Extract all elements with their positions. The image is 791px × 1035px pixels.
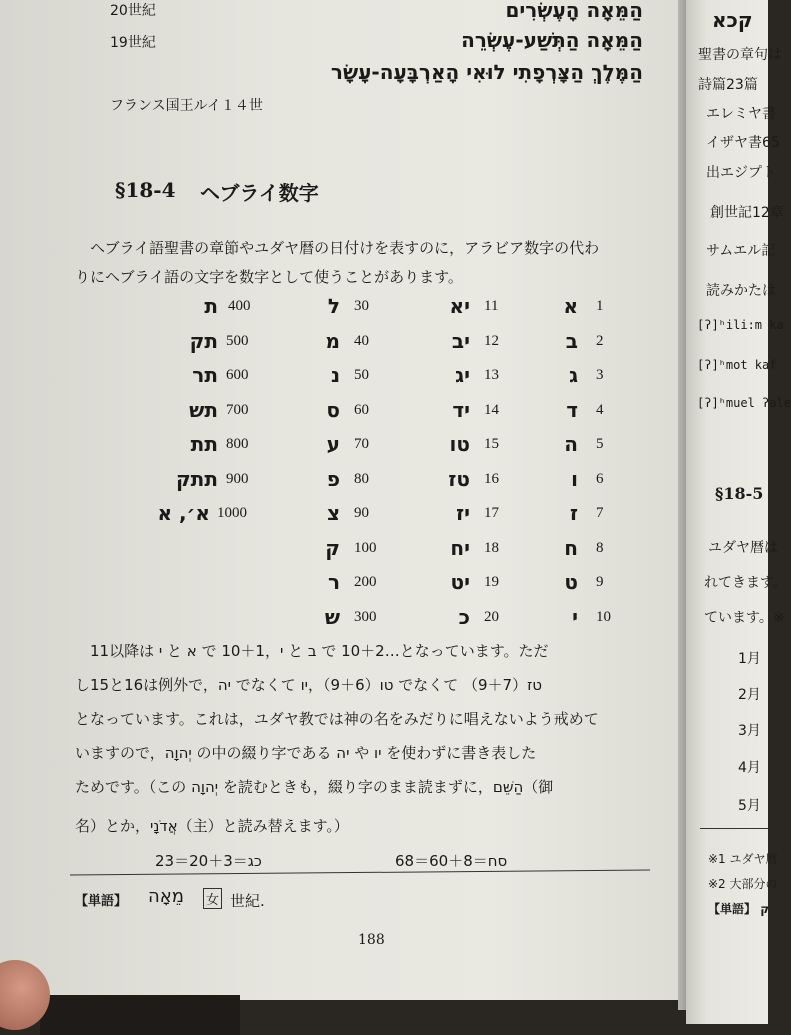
numeral-value: 700 — [226, 401, 249, 418]
numeral-hebrew: ח — [564, 535, 578, 560]
numeral-value: 200 — [354, 574, 377, 590]
intro-line-2: りにヘブライ語の文字を数字として使うことがあります。 — [75, 268, 463, 286]
numeral-value: 100 — [354, 539, 377, 556]
body-line-3: となっています。これは，ユダヤ教では神の名をみだりに唱えないよう戒めて — [75, 710, 599, 728]
numeral-hebrew: ד — [566, 397, 578, 422]
section-number: §18-4 — [115, 178, 176, 202]
numeral-hebrew: ת — [204, 294, 218, 318]
numeral-hebrew: פ — [326, 466, 340, 491]
numeral-value: 3 — [596, 367, 604, 383]
rp-line-5: イザヤ書65 — [706, 135, 780, 151]
numeral-hebrew: ה — [564, 432, 578, 456]
numeral-value: 400 — [228, 298, 251, 314]
background-shadow — [40, 995, 240, 1035]
numeral-hebrew: תתק — [175, 466, 218, 491]
numeral-hebrew: א׳, א — [157, 501, 210, 525]
rp-foot-1: ※1 ユダヤ暦 — [708, 852, 778, 866]
rp-line-11: [ʔ]ʰmot kaf — [697, 358, 777, 372]
vocab-gender-tag: 女 — [203, 888, 222, 909]
numeral-hebrew: ע — [326, 432, 340, 456]
numeral-hebrew: ל — [327, 294, 340, 318]
numeral-value: 80 — [354, 470, 369, 487]
numeral-hebrew: כ — [458, 604, 470, 629]
numeral-hebrew: ג — [569, 363, 578, 387]
numeral-value: 20 — [484, 608, 499, 625]
century20-label: 20世紀 — [110, 3, 156, 19]
rp-line-7: 創世記12章 — [710, 205, 784, 221]
numeral-hebrew: י — [572, 604, 578, 629]
body-line-1: 11以降は י と א で 10＋1，י と ב で 10＋2…となっています。ただ — [90, 642, 549, 660]
numeral-value: 14 — [484, 401, 499, 418]
numeral-value: 9 — [596, 574, 604, 590]
numeral-hebrew: ז — [569, 501, 578, 525]
numeral-value: 800 — [226, 436, 249, 452]
century20-hebrew: הַמֵּאָה הָעֶשְׂרִים — [505, 0, 643, 22]
numeral-value: 5 — [596, 436, 604, 452]
numeral-value: 8 — [596, 539, 604, 556]
numeral-hebrew: יח — [450, 535, 470, 560]
rp-month-2: 2月 — [738, 687, 761, 703]
rp-line-10: [ʔ]ʰili:m ka — [697, 318, 784, 332]
numeral-value: 900 — [226, 470, 249, 487]
numeral-value: 50 — [354, 367, 369, 383]
numeral-value: 13 — [484, 367, 499, 383]
rp-line-6: 出エジプト — [706, 165, 776, 181]
section-title: ヘブライ数字 — [200, 181, 319, 205]
example-2: סח＝60＋8＝68 — [395, 852, 508, 870]
numeral-hebrew: ס — [326, 397, 340, 422]
numeral-value: 1000 — [217, 505, 247, 521]
king-label: フランス国王ルイ１４世 — [110, 98, 263, 114]
vocab-hebrew: מֵאָה — [148, 886, 185, 907]
body-line-2: し15と16は例外で，יה でなくて טו（9＋6），יו でなくて טז（9＋7） — [75, 676, 543, 694]
numeral-hebrew: ו — [571, 466, 578, 491]
numeral-hebrew: תק — [189, 328, 218, 353]
numeral-hebrew: תש — [189, 397, 218, 422]
numeral-hebrew: תת — [190, 432, 218, 456]
vocab-meaning: 世紀. — [230, 892, 265, 910]
numeral-hebrew: צ — [326, 501, 340, 525]
numeral-hebrew: נ — [330, 363, 340, 387]
numeral-hebrew: טו — [449, 432, 470, 456]
rp-s2: れてきます。 — [704, 575, 787, 591]
rp-s3: ています。※ — [704, 610, 785, 626]
rp-line-2: 聖書の章句は — [698, 47, 782, 63]
numeral-hebrew: יד — [452, 397, 470, 422]
vocab-label: 【単語】 — [75, 894, 128, 909]
numeral-hebrew: יט — [450, 570, 470, 594]
numeral-hebrew: ק — [325, 535, 340, 560]
numeral-value: 2 — [596, 332, 604, 349]
numeral-value: 7 — [596, 505, 604, 521]
century19-hebrew: הַמֵּאָה הַתְּשַׁע-עֶשְׂרֵה — [461, 28, 643, 52]
numeral-hebrew: יג — [455, 363, 470, 387]
numeral-value: 1 — [596, 298, 604, 314]
rp-rule — [700, 828, 768, 829]
numeral-hebrew: מ — [325, 328, 340, 353]
numeral-value: 600 — [226, 367, 249, 383]
rp-foot-2: ※2 大部分の — [708, 877, 778, 891]
numeral-hebrew: ט — [564, 570, 578, 594]
rp-line-8: サムエル記 — [706, 243, 776, 259]
numeral-value: 19 — [484, 574, 499, 590]
rp-month-3: 3月 — [738, 723, 761, 739]
intro-line-1: ヘブライ語聖書の章節やユダヤ暦の日付けを表すのに，アラビア数字の代わ — [90, 239, 600, 257]
numeral-value: 16 — [484, 470, 499, 487]
numeral-value: 300 — [354, 608, 377, 625]
numeral-value: 15 — [484, 436, 499, 452]
rp-hebrew: קכא — [712, 8, 753, 32]
rp-line-3: 詩篇23篇 — [698, 77, 758, 93]
numeral-value: 40 — [354, 332, 369, 349]
numeral-value: 90 — [354, 505, 369, 521]
numeral-value: 30 — [354, 298, 369, 314]
king-hebrew: הַמֶּלֶךְ הַצָּרְפָתִי לוּאִי הָאַרְבָּעָה-עָשָׂר — [330, 60, 643, 84]
numeral-hebrew: ב — [565, 328, 578, 353]
numeral-value: 18 — [484, 539, 499, 556]
century19-label: 19世紀 — [110, 35, 156, 51]
numeral-hebrew: טז — [448, 466, 470, 491]
rp-section: §18-5 — [715, 484, 764, 503]
rp-month-4: 4月 — [738, 760, 761, 776]
example-1: כג＝20＋3＝23 — [155, 852, 262, 870]
numeral-value: 10 — [596, 608, 611, 625]
numeral-hebrew: יב — [451, 328, 470, 353]
numeral-value: 12 — [484, 332, 499, 349]
numeral-hebrew: ש — [324, 604, 340, 629]
numeral-hebrew: א — [563, 294, 578, 318]
numeral-hebrew: יא — [449, 294, 470, 318]
numeral-hebrew: תר — [192, 363, 218, 387]
rp-s1: ユダヤ暦は — [708, 540, 778, 556]
body-line-6: 名）とか，אֲדֹנָי（主）と読み替えます。） — [75, 817, 349, 835]
numeral-hebrew: ר — [327, 570, 340, 594]
numeral-value: 70 — [354, 436, 369, 452]
rp-line-9: 読みかたは — [706, 283, 776, 299]
numeral-value: 60 — [354, 401, 369, 418]
numeral-value: 17 — [484, 505, 499, 521]
rp-month-1: 1月 — [738, 651, 761, 667]
right-page — [686, 0, 768, 1024]
numeral-value: 6 — [596, 470, 604, 487]
page-number: 188 — [358, 932, 385, 948]
body-line-5: ためです。（この יְהוָה を読むときも，綴り字のまま読まずに，הַשֵּׁם（御 — [75, 778, 554, 796]
rp-line-12: [ʔ]ʰmuel ʔale — [697, 396, 791, 410]
body-line-4: いますので，יְהוָה の中の綴り字である יה や יו を使わずに書き表した — [75, 744, 537, 762]
numeral-value: 11 — [484, 298, 499, 314]
rp-line-4: エレミヤ書 — [706, 106, 776, 122]
rp-foot-3: 【単語】 ק — [708, 902, 770, 916]
numeral-value: 500 — [226, 332, 249, 349]
numeral-hebrew: יז — [456, 501, 470, 525]
rp-month-5: 5月 — [738, 798, 761, 814]
numeral-value: 4 — [596, 401, 604, 418]
